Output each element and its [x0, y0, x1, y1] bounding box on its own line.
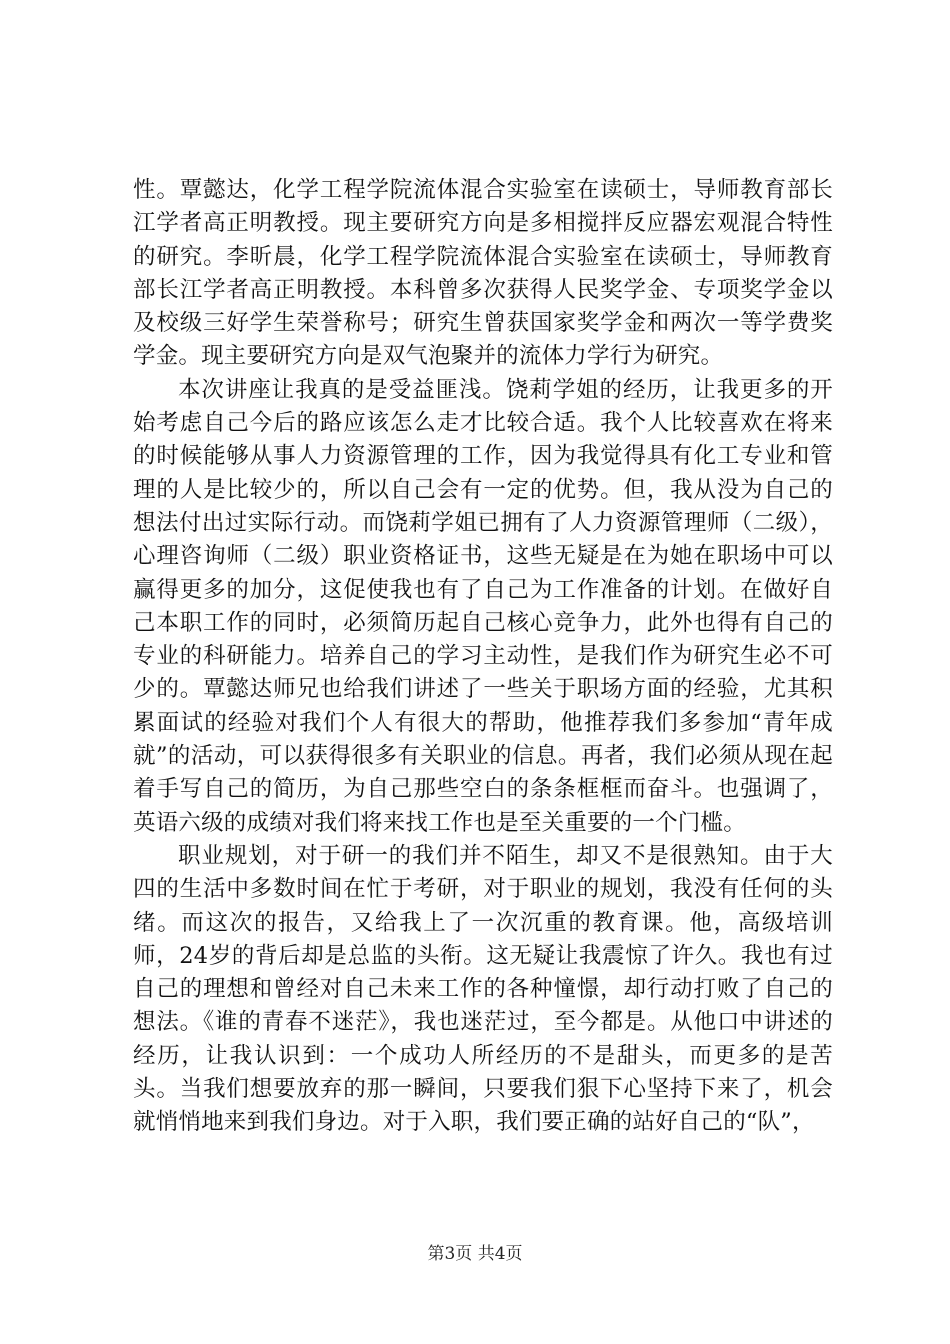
paragraph-1: 性。覃懿达，化学工程学院流体混合实验室在读硕士，导师教育部长江学者高正明教授。现主要研究方向是多相搅拌反应器宏观混合特性的研究。李昕晨，化学工程学院流体混合实验室在读硕士，导师教育部长江学者高正明教授。本科曾多次获得人民奖学金、专项奖学金以及校级三好学生荣誉称号；研究生曾获国家奖学金和两次一等学费奖学金。现主要研究方向是双气泡聚并的流体力学行为研究。 — [133, 177, 833, 370]
paragraph-3: 职业规划，对于研一的我们并不陌生，却又不是很熟知。由于大四的生活中多数时间在忙于考研，对于职业的规划，我没有任何的头绪。而这次的报告，又给我上了一次沉重的教育课。他，高级培训师，24岁的背后却是总监的头衔。这无疑让我震惊了许久。我也有过自己的理想和曾经对自己未来工作的各种憧憬，却行动打败了自己的想法。《谁的青春不迷茫》，我也迷茫过，至今都是。从他口中讲述的经历，让我认识到：一个成功人所经历的不是甜头，而更多的是苦头。当我们想要放弃的那一瞬间，只要我们狠下心坚持下来了，机会就悄悄地来到我们身边。对于入职，我们要正确的站好自己的“队”， — [133, 842, 833, 1136]
paragraph-2: 本次讲座让我真的是受益匪浅。饶莉学姐的经历，让我更多的开始考虑自己今后的路应该怎么走才比较合适。我个人比较喜欢在将来的时候能够从事人力资源管理的工作，因为我觉得具有化工专业和管理的人是比较少的，所以自己会有一定的优势。但，我从没为自己的想法付出过实际行动。而饶莉学姐已拥有了人力资源管理师（二级），心理咨询师（二级）职业资格证书，这些无疑是在为她在职场中可以赢得更多的加分，这促使我也有了自己为工作准备的计划。在做好自己本职工作的同时，必须简历起自己核心竞争力，此外也得有自己的专业的科研能力。培养自己的学习主动性，是我们作为研究生必不可少的。覃懿达师兄也给我们讲述了一些关于职场方面的经验，尤其积累面试的经验对我们个人有很大的帮助，他推荐我们多参加“青年成就”的活动，可以获得很多有关职业的信息。再者，我们必须从现在起着手写自己的简历，为自己那些空白的条条框框而奋斗。也强调了，英语六级的成绩对我们将来找工作也是至关重要的一个门槛。 — [133, 376, 833, 836]
document-body — [133, 174, 833, 1140]
page-number-footer: 第3页 共4页 — [427, 1244, 523, 1264]
